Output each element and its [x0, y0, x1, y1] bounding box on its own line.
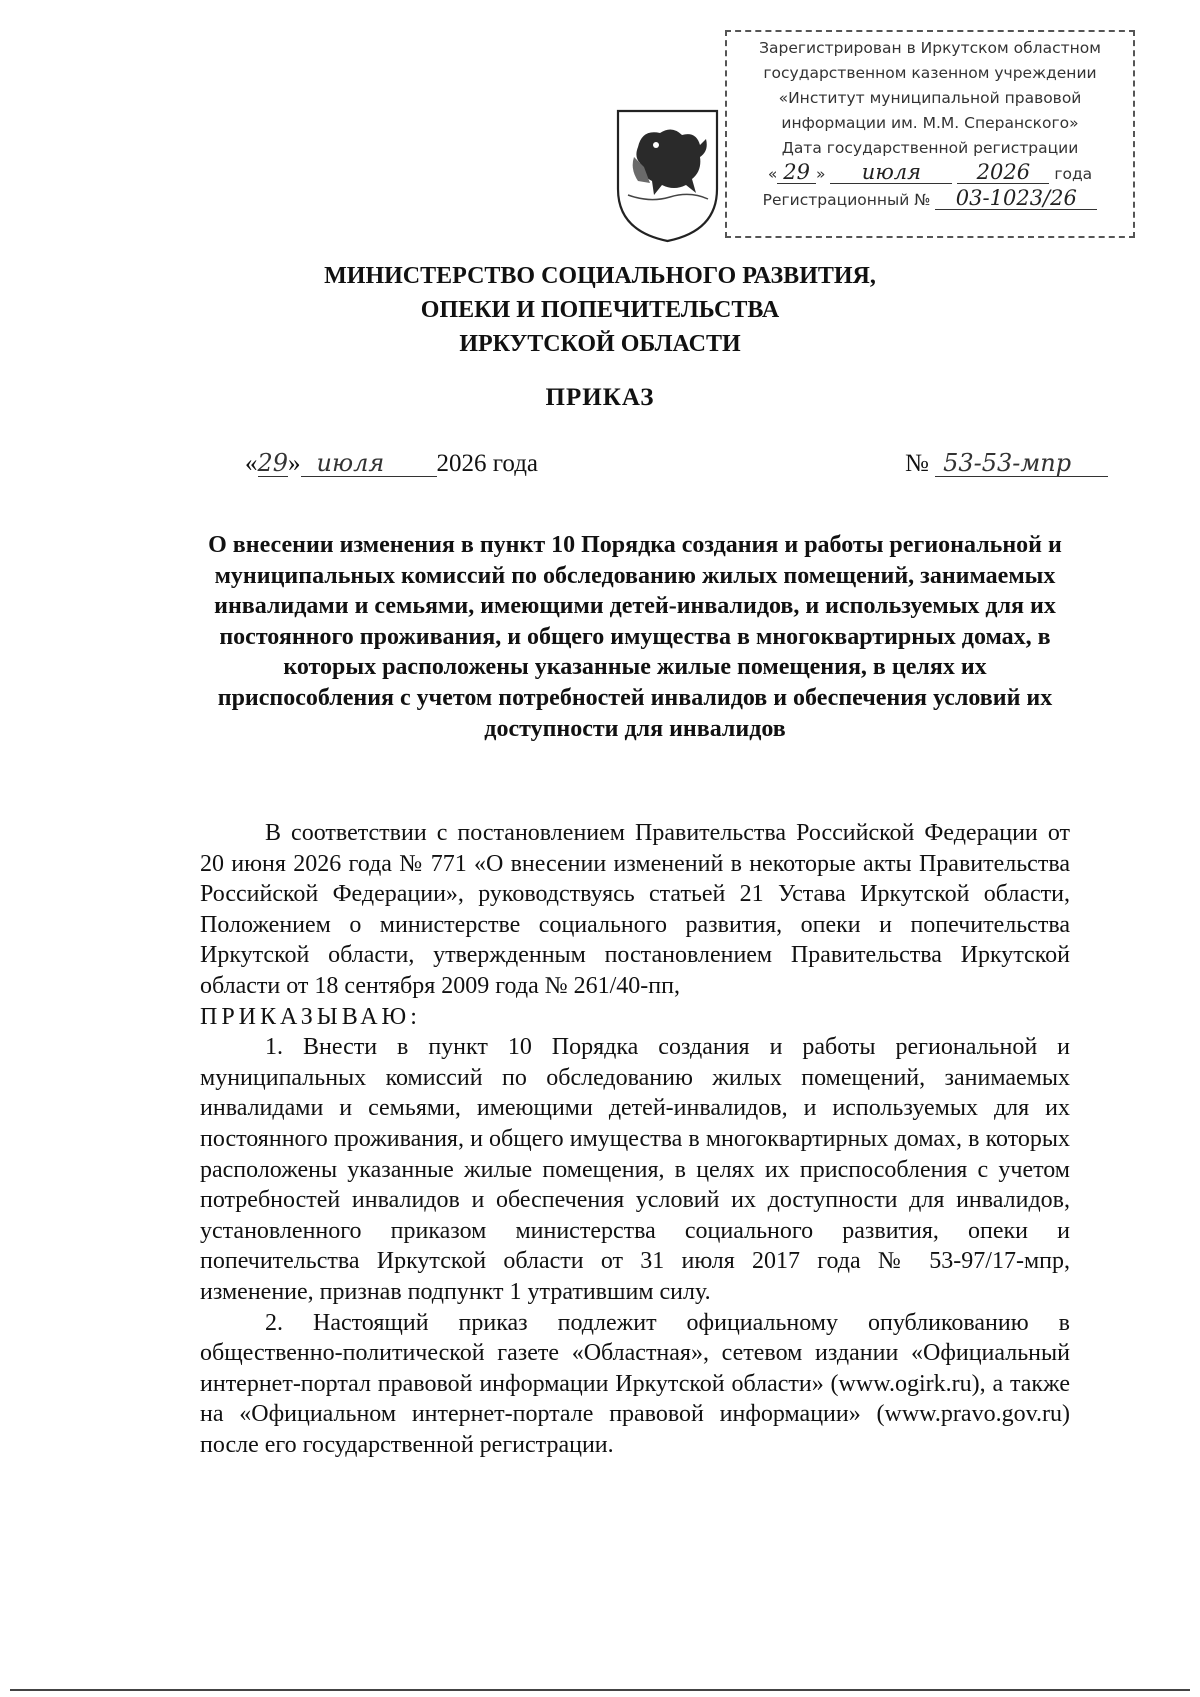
order-date-day: 29	[257, 449, 289, 477]
order-date-month: июля	[301, 450, 437, 477]
order-item-1: 1. Внести в пункт 10 Порядка создания и работы региональной и муниципальных комиссий по обследованию жилых помещений, занимаемых инвалидами и семьями, имеющими детей-инвалидов, и используемых для их постоянного проживания, и общего имущества в многоквартирных домах, в которых расположены указанные жилые помещения, в целях их приспособления с учетом потребностей инвалидов и обеспечения условий их доступности для инвалидов, установленного приказом министерства социального развития, опеки и попечительства Иркутской области от 31 июля 2017 года № 53-97/17-мпр, изменение, признав подпункт 1 утратившим силу.	[200, 1034, 1070, 1305]
coat-of-arms-emblem	[610, 105, 725, 245]
organization-heading	[0, 259, 1200, 361]
stamp-line: государственном казенном учреждении	[763, 64, 1097, 82]
organization-line: МИНИСТЕРСТВО СОЦИАЛЬНОГО РАЗВИТИЯ,	[324, 263, 876, 289]
order-directive-word: ПРИКАЗЫВАЮ:	[200, 1003, 421, 1030]
page-bottom-border	[10, 1689, 1190, 1691]
order-subject: О внесении изменения в пункт 10 Порядка создания и работы региональной и муниципальных комиссий по обследованию жилых помещений, занимаемых инвалидами и семьями, имеющими детей-инвалидов, и используемых для их постоянного проживания, и общего имущества в многоквартирных домах, в которых расположены указанные жилые помещения, в целях их приспособления с учетом потребностей инвалидов и обеспечения условий их доступности для инвалидов	[208, 532, 1062, 742]
preamble-paragraph: В соответствии с постановлением Правительства Российской Федерации от 20 июня 2026 года № 771 «О внесении изменений в некоторые акты Правительства Российской Федерации», руководствуясь статьей 21 Устава Иркутской области, Положением о министерстве социального развития, опеки и попечительства Иркутской области, утвержденным постановлением Правительства Иркутской области от 18 сентября 2009 года № 261/40-пп,	[200, 820, 1070, 999]
order-number: № 53-53-мпр	[905, 450, 1108, 478]
organization-line: ОПЕКИ И ПОПЕЧИТЕЛЬСТВА	[420, 297, 780, 323]
stamp-reg-number-value: 03-1023/26	[935, 187, 1097, 210]
stamp-registration-date: « 29 » июля 2026 года	[767, 160, 1093, 184]
order-number-value: 53-53-мпр	[935, 450, 1108, 477]
order-body	[200, 818, 1070, 1460]
stamp-line: Дата государственной регистрации	[781, 139, 1079, 157]
registration-stamp	[725, 30, 1135, 238]
stamp-date-month: июля	[830, 161, 952, 184]
stamp-line: информации им. М.М. Сперанского»	[781, 114, 1079, 132]
stamp-line: «Институт муниципальной правовой	[778, 89, 1082, 107]
stamp-date-day: 29	[777, 161, 816, 184]
order-date: «29» июля 2026 года	[245, 449, 539, 477]
order-item-2: 2. Настоящий приказ подлежит официальному опубликованию в общественно-политической газете «Областная», сетевом издании «Официальный интернет-портал правовой информации Иркутской области» (www.ogirk.ru), а также на «Официальном интернет-портале правовой информации» (www.pravo.gov.ru) после его государственной регистрации.	[200, 1309, 1070, 1458]
order-date-year: 2026 года	[436, 450, 539, 477]
stamp-registration-number: Регистрационный № 03-1023/26	[727, 187, 1133, 213]
document-type-title: ПРИКАЗ	[545, 384, 655, 411]
organization-line: ИРКУТСКОЙ ОБЛАСТИ	[459, 331, 741, 357]
stamp-date-year: 2026	[957, 161, 1049, 184]
stamp-line: Зарегистрирован в Иркутском областном	[759, 39, 1101, 57]
